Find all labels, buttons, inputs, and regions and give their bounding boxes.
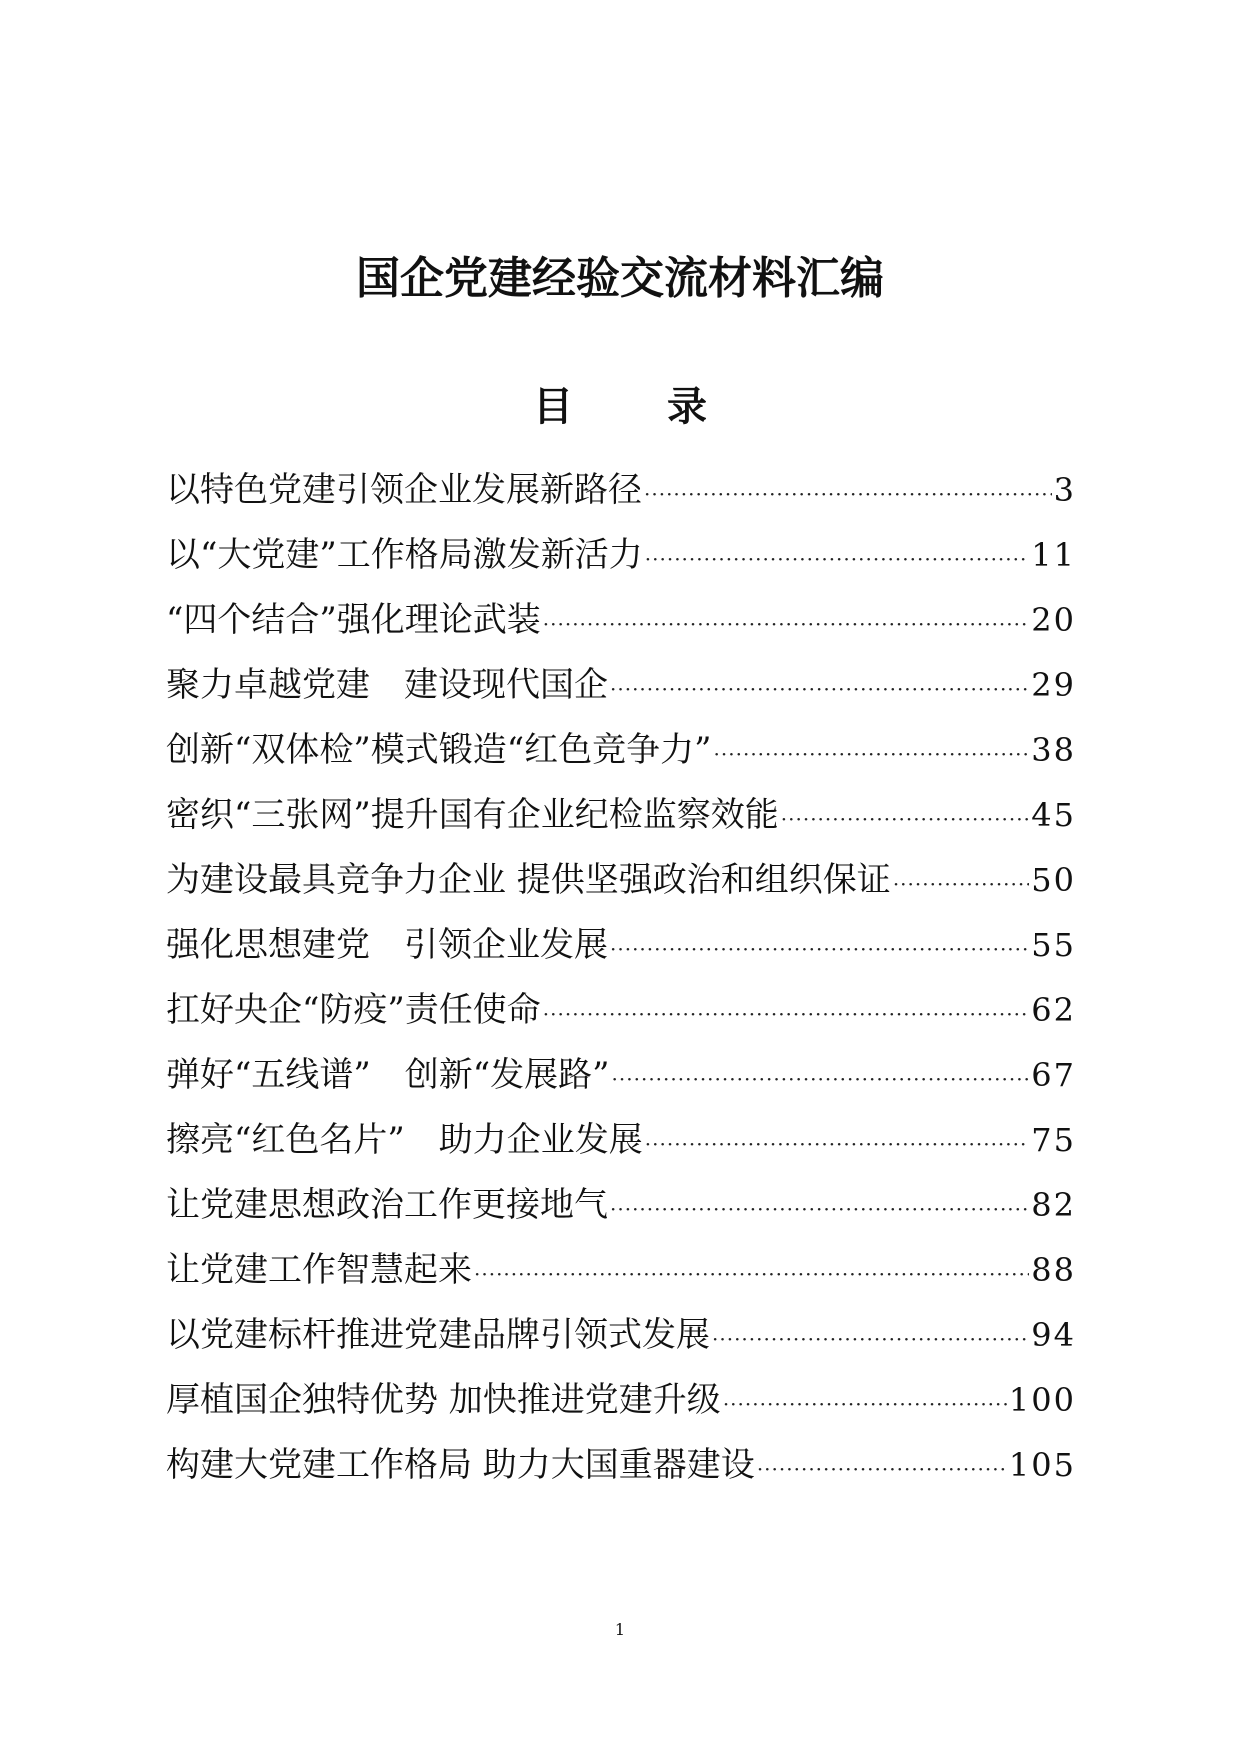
toc-entry-title: 让党建思想政治工作更接地气 [166, 1185, 608, 1225]
toc-entry[interactable] [166, 793, 1076, 858]
toc-entry-page: 67 [1031, 1056, 1076, 1094]
toc-entry-title: 密织“三张网”提升国有企业纪检监察效能 [166, 795, 779, 835]
toc-entry[interactable] [166, 663, 1076, 728]
toc-entry-page: 88 [1031, 1251, 1076, 1289]
toc-leader-dots [610, 927, 1029, 971]
toc-leader-dots [781, 797, 1030, 841]
toc-entry-page: 20 [1031, 601, 1076, 639]
toc-entry-page: 100 [1008, 1381, 1076, 1419]
toc-entry-page: 11 [1031, 536, 1076, 574]
toc-entry-page: 45 [1031, 796, 1076, 834]
toc-leader-dots [610, 1187, 1029, 1231]
toc-entry[interactable] [166, 1378, 1076, 1443]
toc-leader-dots [645, 537, 1030, 581]
toc-entry-title: 让党建工作智慧起来 [166, 1250, 472, 1290]
toc-entry-title: 以党建标杆推进党建品牌引领式发展 [166, 1315, 710, 1355]
toc-entry-page: 105 [1008, 1446, 1076, 1484]
toc-entry-page: 29 [1031, 666, 1076, 704]
toc-entry-title: 扛好央企“防疫”责任使命 [166, 990, 541, 1030]
document-title: 国企党建经验交流材料汇编 [356, 253, 884, 305]
toc-leader-dots [610, 667, 1029, 711]
toc-leader-dots [893, 862, 1029, 906]
toc-leader-dots [645, 1122, 1030, 1166]
toc-entry[interactable] [166, 988, 1076, 1053]
toc-leader-dots [714, 732, 1030, 776]
toc-entry-title: 聚力卓越党建 建设现代国企 [166, 665, 608, 705]
toc-entry-title: 构建大党建工作格局 助力大国重器建设 [166, 1445, 755, 1485]
toc-entry[interactable] [166, 1443, 1076, 1508]
toc-leader-dots [612, 1057, 1030, 1101]
toc-entry-title: 创新“双体检”模式锻造“红色竞争力” [166, 730, 712, 770]
toc-entry-page: 94 [1031, 1316, 1076, 1354]
toc-entry[interactable] [166, 1248, 1076, 1313]
toc-heading: 目 录 [533, 383, 747, 431]
toc-entry-title: “四个结合”强化理论武装 [166, 600, 541, 640]
toc-leader-dots [757, 1447, 1007, 1491]
toc-entry-title: 强化思想建党 引领企业发展 [166, 925, 608, 965]
toc-leader-dots [474, 1252, 1029, 1296]
toc-entry-title: 擦亮“红色名片” 助力企业发展 [166, 1120, 643, 1160]
toc-entry-title: 厚植国企独特优势 加快推进党建升级 [166, 1380, 721, 1420]
toc-entry[interactable] [166, 468, 1076, 533]
toc-entry[interactable] [166, 598, 1076, 663]
toc-leader-dots [712, 1317, 1029, 1361]
toc-leader-dots [723, 1382, 1007, 1426]
toc-entry-page: 62 [1031, 991, 1076, 1029]
table-of-contents [166, 468, 1076, 1508]
toc-entry-page: 55 [1031, 926, 1076, 964]
toc-entry-title: 为建设最具竞争力企业 提供坚强政治和组织保证 [166, 860, 891, 900]
toc-entry[interactable] [166, 1183, 1076, 1248]
toc-entry-title: 以“大党建”工作格局激发新活力 [166, 535, 643, 575]
page-number: 1 [614, 1620, 626, 1639]
toc-entry[interactable] [166, 728, 1076, 793]
toc-entry-title: 以特色党建引领企业发展新路径 [166, 470, 642, 510]
toc-entry-page: 82 [1031, 1186, 1076, 1224]
toc-entry[interactable] [166, 533, 1076, 598]
toc-entry[interactable] [166, 923, 1076, 988]
toc-leader-dots [543, 602, 1030, 646]
toc-entry-page: 38 [1031, 731, 1076, 769]
toc-entry-page: 3 [1053, 471, 1076, 509]
toc-leader-dots [644, 472, 1052, 516]
toc-leader-dots [543, 992, 1030, 1036]
toc-entry-title: 弹好“五线谱” 创新“发展路” [166, 1055, 610, 1095]
toc-entry[interactable] [166, 858, 1076, 923]
toc-entry[interactable] [166, 1053, 1076, 1118]
toc-entry-page: 50 [1031, 861, 1076, 899]
toc-entry[interactable] [166, 1118, 1076, 1183]
toc-entry[interactable] [166, 1313, 1076, 1378]
toc-entry-page: 75 [1031, 1121, 1076, 1159]
